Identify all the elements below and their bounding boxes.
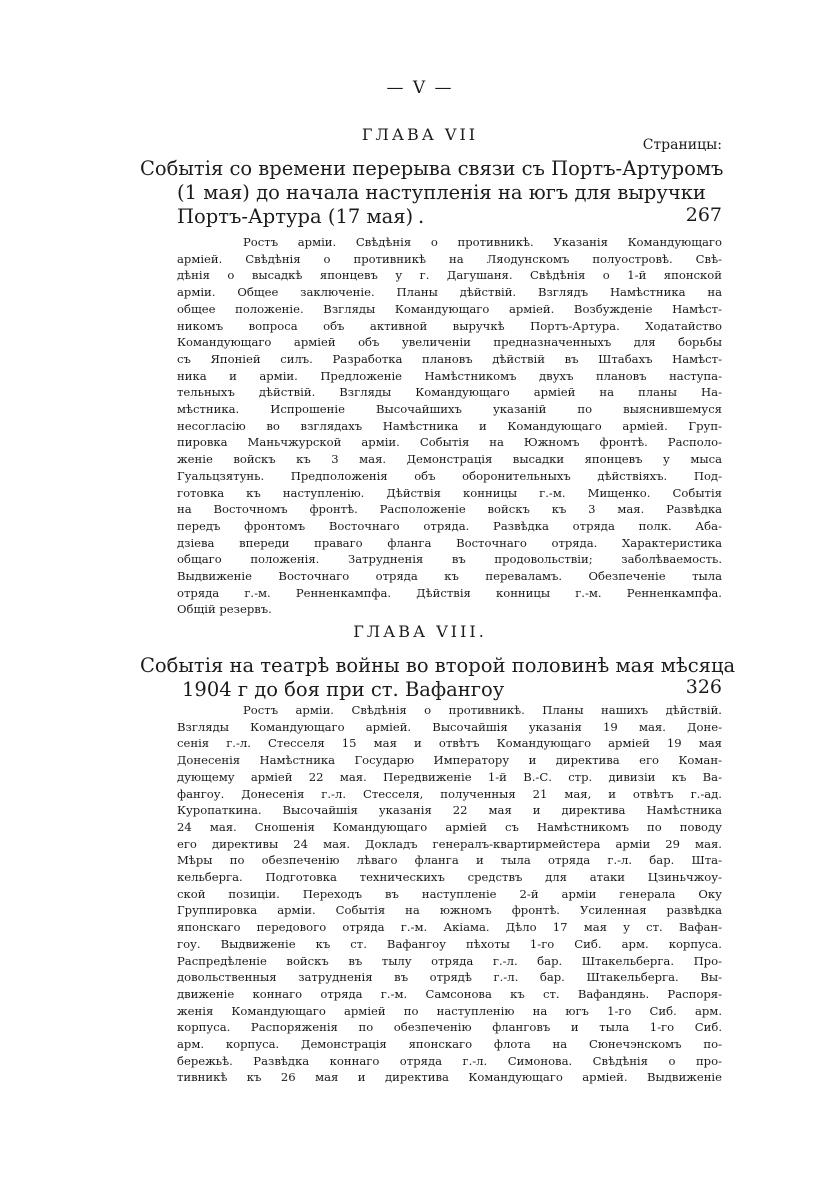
summary-line: дующему арміей 22 мая. Передвиженіе 1-й В.-С. стр. дивизіи къ Ва- bbox=[177, 769, 722, 784]
chapter-title-vii bbox=[140, 157, 723, 229]
summary-line: бережьѣ. Развѣдка коннаго отряда г.-л. Симонова. Свѣдѣнія о про- bbox=[177, 1053, 722, 1068]
summary-line: дзіева впереди праваго фланга Восточнаго отряда. Характеристика bbox=[177, 535, 722, 550]
title-line: Портъ-Артура (17 мая) bbox=[177, 205, 414, 228]
summary-line: Группировка арміи. Событія на южномъ фронтѣ. Усиленная развѣдка bbox=[177, 903, 722, 918]
title-line: (1 мая) до начала наступленія на югъ для выручки bbox=[177, 181, 706, 204]
title-line: 1904 г до боя при ст. Вафангоу bbox=[182, 678, 505, 701]
summary-line: женія Командующаго арміей по наступленію на югъ 1-го Сиб. арм. bbox=[177, 1003, 722, 1018]
page-number: — V — bbox=[386, 78, 454, 98]
summary-line: Взгляды Командующаго арміей. Высочайшія указанія 19 мая. Доне- bbox=[177, 719, 722, 734]
summary-line: движеніе коннаго отряда г.-м. Самсонова къ ст. Вафандянь. Распоря- bbox=[177, 986, 722, 1001]
summary-line: ской позиціи. Переходъ въ наступленіе 2-й арміи генерала Оку bbox=[177, 886, 722, 901]
summary-line: арміи. Общее заключеніе. Планы дѣйствій. Взглядъ Намѣстника на bbox=[177, 285, 722, 300]
summary-line: японскаго передового отряда г.-м. Акіама. Дѣло 17 мая у ст. Вафан- bbox=[177, 920, 722, 935]
summary-line: кельберга. Подготовка техническихъ средствъ для атаки Цзиньчжоу- bbox=[177, 870, 722, 885]
title-line: Событія со времени перерыва связи съ Портъ-Артуромъ bbox=[140, 157, 724, 180]
pages-column-label: Страницы: bbox=[642, 137, 722, 153]
summary-line: Ростъ арміи. Свѣдѣнія о противникѣ. Планы нашихъ дѣйствій. bbox=[243, 703, 722, 717]
summary-line: Общій резервъ. bbox=[177, 602, 272, 617]
summary-line: арміей. Свѣдѣнія о противникѣ на Ляодунскомъ полуостровѣ. Свѣ- bbox=[177, 251, 722, 266]
summary-line: Выдвиженіе Восточнаго отряда къ переваламъ. Обезпеченіе тыла bbox=[177, 569, 722, 584]
summary-line: тельныхъ дѣйствій. Взгляды Командующаго арміей на планы На- bbox=[177, 385, 722, 400]
summary-line: тивникѣ къ 26 мая и директива Командующаго арміей. Выдвиженіе bbox=[177, 1070, 722, 1085]
summary-line: на Восточномъ фронтѣ. Расположеніе войскъ къ 3 мая. Развѣдка bbox=[177, 502, 722, 517]
summary-line: общаго положенія. Затрудненія въ продовольствіи; заболѣваемость. bbox=[177, 552, 722, 567]
page-ref-vii: 267 bbox=[685, 204, 722, 226]
summary-line: отряда г.-м. Ренненкампфа. Дѣйствія конницы г.-м. Ренненкампфа. bbox=[177, 585, 722, 600]
chapter-summary-vii bbox=[177, 234, 722, 618]
summary-line: никомъ вопроса объ активной выручкѣ Портъ-Артура. Ходатайство bbox=[177, 318, 722, 333]
summary-line: Командующаго арміей объ увеличеніи предназначенныхъ для борьбы bbox=[177, 335, 722, 350]
summary-line: Ростъ арміи. Свѣдѣнія о противникѣ. Указанія Командующаго bbox=[243, 235, 722, 249]
summary-line: сенія г.-л. Стесселя 15 мая и отвѣтъ Командующаго арміей 19 мая bbox=[177, 736, 722, 751]
summary-line: несогласію во взглядахъ Намѣстника и Командующаго арміей. Груп- bbox=[177, 418, 722, 433]
summary-line: Куропаткина. Высочайшія указанія 22 мая и директива Намѣстника bbox=[177, 803, 722, 818]
chapter-heading-viii: ГЛАВА VIII. bbox=[353, 622, 487, 641]
summary-line: Мѣры по обезпеченію лѣваго фланга и тыла отряда г.-л. бар. Шта- bbox=[177, 853, 722, 868]
summary-line: корпуса. Распоряженія по обезпеченію фланговъ и тыла 1-го Сиб. bbox=[177, 1020, 722, 1035]
summary-line: ника и арміи. Предложеніе Намѣстникомъ двухъ плановъ наступа- bbox=[177, 368, 722, 383]
page-ref-viii: 326 bbox=[685, 676, 722, 698]
chapter-heading-vii: ГЛАВА VII bbox=[361, 125, 479, 144]
summary-line: готовка къ наступленію. Дѣйствія конницы г.-м. Мищенко. Событія bbox=[177, 485, 722, 500]
leader-dot: . bbox=[418, 205, 425, 228]
summary-line: гоу. Выдвиженіе къ ст. Вафангоу пѣхоты 1-го Сиб. арм. корпуса. bbox=[177, 936, 722, 951]
summary-line: Гуальцзятунь. Предположенія объ оборонительныхъ дѣйствіяхъ. Под- bbox=[177, 468, 722, 483]
summary-line: пировка Маньчжурской арміи. Событія на Южномъ фронтѣ. Располо- bbox=[177, 435, 722, 450]
summary-line: арм. корпуса. Демонстрація японскаго флота на Сюнечэнскомъ по- bbox=[177, 1037, 722, 1052]
summary-line: женіе войскъ къ 3 мая. Демонстрація высадки японцевъ у мыса bbox=[177, 452, 722, 467]
chapter-summary-viii bbox=[177, 702, 722, 1086]
summary-line: передъ фронтомъ Восточнаго отряда. Развѣдка отряда полк. Аба- bbox=[177, 518, 722, 533]
title-line: Событія на театрѣ войны во второй половинѣ мая мѣсяца bbox=[140, 654, 736, 677]
summary-line: 24 мая. Сношенія Командующаго арміей съ Намѣстникомъ по поводу bbox=[177, 819, 722, 834]
chapter-title-viii bbox=[140, 654, 735, 702]
summary-line: Распредѣленіе войскъ въ тылу отряда г.-л. бар. Штакельберга. Про- bbox=[177, 953, 722, 968]
summary-line: дѣнія о высадкѣ японцевъ у г. Дагушаня. Свѣдѣнія о 1-й японской bbox=[177, 268, 722, 283]
summary-line: съ Японіей силъ. Разработка плановъ дѣйствій въ Штабахъ Намѣст- bbox=[177, 351, 722, 366]
summary-line: общее положеніе. Взгляды Командующаго арміей. Возбужденіе Намѣст- bbox=[177, 301, 722, 316]
summary-line: мѣстника. Испрошеніе Высочайшихъ указаній по выяснившемуся bbox=[177, 402, 722, 417]
summary-line: Донесенія Намѣстника Государю Императору и директива его Коман- bbox=[177, 753, 722, 768]
summary-line: его директивы 24 мая. Докладъ генералъ-квартирмейстера арміи 29 мая. bbox=[177, 836, 722, 851]
summary-line: фангоу. Донесенія г.-л. Стесселя, полученныя 21 мая, и отвѣтъ г.-ад. bbox=[177, 786, 722, 801]
summary-line: довольственныя затрудненія въ отрядѣ г.-л. бар. Штакельберга. Вы- bbox=[177, 970, 722, 985]
